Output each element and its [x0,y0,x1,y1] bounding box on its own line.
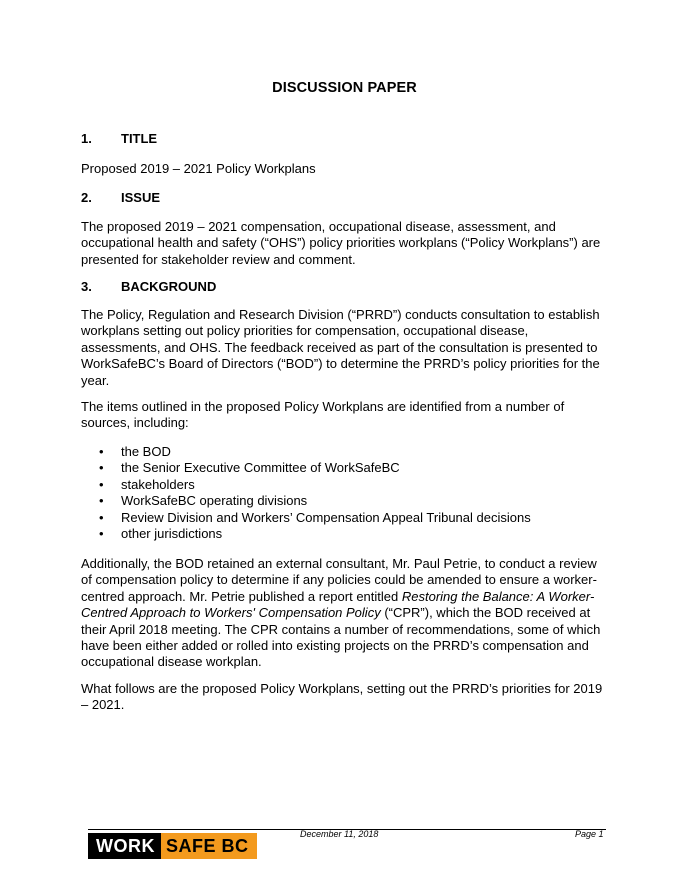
background-paragraph-4: What follows are the proposed Policy Workplans, setting out the PRRD’s priorities for 2019 – 2021. [81,681,603,713]
list-item: • the BOD [81,444,601,460]
footer-date: December 11, 2018 [300,829,379,839]
section-heading-text: TITLE [121,131,158,146]
section-heading-issue [81,190,160,205]
logo-work-text: WORK [88,833,161,859]
worksafebc-logo [88,833,257,859]
list-item: • WorkSafeBC operating divisions [81,493,601,509]
background-paragraph-1: The Policy, Regulation and Research Division (“PRRD”) conducts consultation to establish workplans setting out policy priorities for compensation, occupational disease, assessments, and OHS. The feedback received as part of the consultation is presented to WorkSafeBC’s Board of Directors (“BOD”) to determine the PRRD’s policy priorities for the year. [81,307,600,388]
title-paragraph: Proposed 2019 – 2021 Policy Workplans [81,161,316,176]
footer-page-number: Page 1 [575,829,604,839]
list-item: • other jurisdictions [81,526,601,542]
background-paragraph-3 [81,556,611,671]
section-heading-background [81,279,216,294]
list-item: • stakeholders [81,477,601,493]
section-number: 3. [81,279,92,294]
report-title: Restoring the Balance: A Worker-Centred Approach to Workers' Compensation Policy [81,588,595,621]
paragraph-text: Additionally, the BOD retained an external consultant, Mr. Paul Petrie, to conduct a review of compensation policy to determine if any policies could be amended to ensure a worker-centred approach. Mr. Petrie published a report entitled [81,556,597,604]
section-number: 2. [81,190,92,205]
issue-paragraph: The proposed 2019 – 2021 compensation, occupational disease, assessment, and occupational health and safety (“OHS”) policy priorities workplans (“Policy Workplans”) are presented for stakeholder review and comment. [81,219,601,267]
logo-safebc-text: SAFE BC [161,833,257,859]
list-item: • the Senior Executive Committee of WorkSafeBC [81,460,601,476]
section-heading-title [81,131,157,146]
section-heading-text: ISSUE [121,190,161,205]
list-item: • Review Division and Workers’ Compensation Appeal Tribunal decisions [81,510,601,526]
background-paragraph-2: The items outlined in the proposed Policy Workplans are identified from a number of sources, including: [81,399,565,431]
page-title: DISCUSSION PAPER [272,80,417,96]
paragraph-text: (“CPR”), which the BOD received at their April 2018 meeting. The CPR contains a number of recommendations, some of which have been either added or rolled into existing projects on the PRRD’s compensation and occupational disease workplan. [81,605,601,670]
section-heading-text: BACKGROUND [121,279,217,294]
section-number: 1. [81,131,92,146]
sources-list [81,444,601,542]
